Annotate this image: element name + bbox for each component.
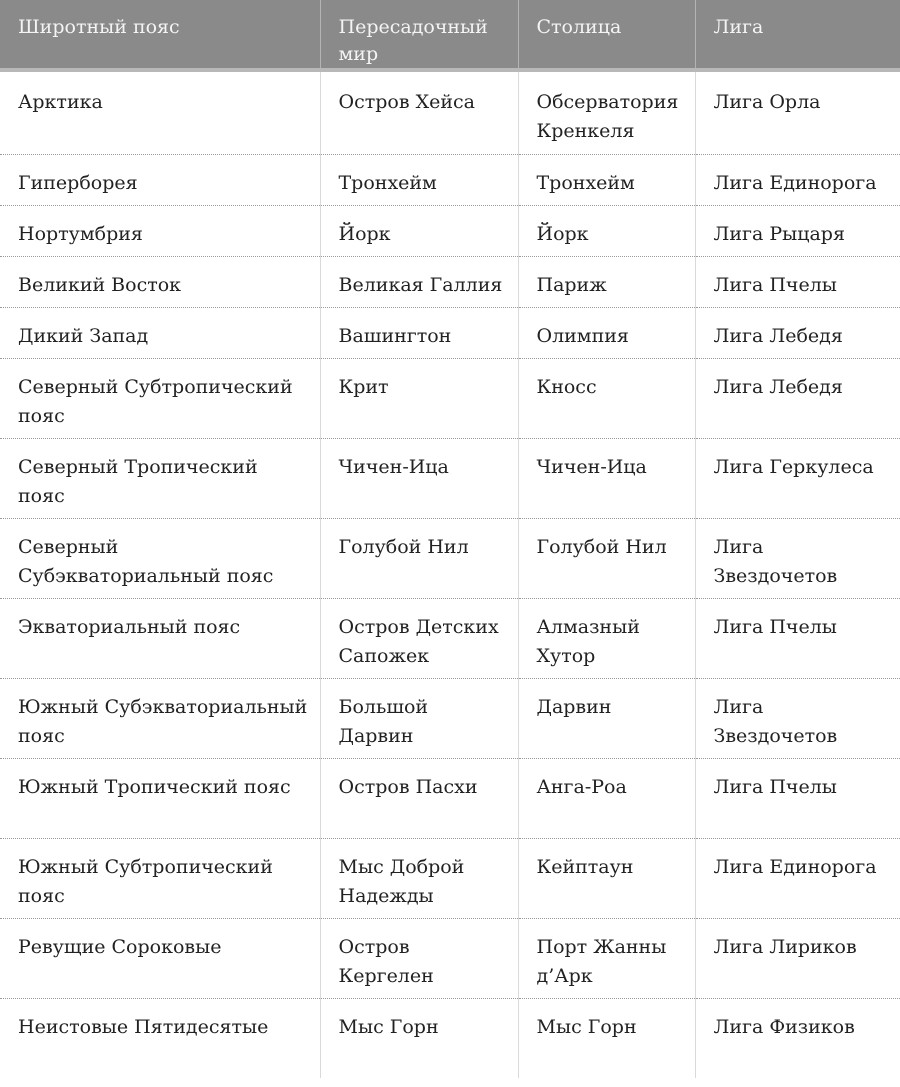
table-row <box>0 438 900 518</box>
cell-belt: Нортумбрия <box>0 205 320 256</box>
cell-capital: Кносс <box>518 358 695 438</box>
header-row <box>0 0 900 70</box>
cell-belt: Южный Субэкваториальный пояс <box>0 678 320 758</box>
cell-transfer-world: Тронхейм <box>320 154 518 205</box>
header-transfer-world: Пересадочный мир <box>320 0 518 70</box>
cell-transfer-world: Вашингтон <box>320 307 518 358</box>
cell-belt: Неистовые Пятидесятые <box>18 1015 269 1038</box>
cell-capital: Алмазный Хутор <box>518 598 695 678</box>
table-row <box>0 70 900 154</box>
cell-transfer-world: Остров Детских Сапожек <box>320 598 518 678</box>
cell-league: Лига Звездочетов <box>695 678 900 758</box>
cell-transfer-world: Остров Хейса <box>320 70 518 154</box>
cell-transfer-world: Великая Галлия <box>320 256 518 307</box>
header-belt: Широтный пояс <box>0 0 320 70</box>
cell-league: Лига Рыцаря <box>695 205 900 256</box>
cell-transfer-world: Крит <box>320 358 518 438</box>
table-row <box>0 256 900 307</box>
cell-belt: Северный Субтропический пояс <box>0 358 320 438</box>
cell-capital: Анга-Роа <box>518 758 695 838</box>
cell-belt: Южный Тропический пояс <box>0 758 320 838</box>
table-row <box>0 154 900 205</box>
cell-transfer-world: Голубой Нил <box>320 518 518 598</box>
cell-league: Лига Пчелы <box>695 256 900 307</box>
cell-belt: Северный Тропический пояс <box>0 438 320 518</box>
table-header <box>0 0 900 70</box>
table-row <box>0 758 900 838</box>
cell-belt: Северный Субэкваториальный пояс <box>0 518 320 598</box>
cell-transfer-world: Мыс Горн <box>320 998 518 1078</box>
header-capital: Столица <box>518 0 695 70</box>
cell-capital: Обсерватория Кренкеля <box>518 70 695 154</box>
table-row <box>0 358 900 438</box>
cell-capital: Дарвин <box>518 678 695 758</box>
cell-belt: Арктика <box>0 70 320 154</box>
cell-capital: Йорк <box>518 205 695 256</box>
cell-league: Лига Пчелы <box>695 598 900 678</box>
table-row <box>0 838 900 918</box>
cell-league: Лига Орла <box>695 70 900 154</box>
table-row <box>0 307 900 358</box>
cell-capital: Олимпия <box>518 307 695 358</box>
cell-capital: Париж <box>518 256 695 307</box>
cell-league: Лига Единорога <box>695 154 900 205</box>
cell-capital: Кейптаун <box>518 838 695 918</box>
cell-league: Лига Физиков <box>695 998 900 1078</box>
table-row <box>0 998 900 1078</box>
table-row <box>0 598 900 678</box>
cell-transfer-world: Большой Дарвин <box>320 678 518 758</box>
table-row <box>0 205 900 256</box>
cell-league: Лига Лебедя <box>695 358 900 438</box>
cell-capital: Порт Жанны д’Арк <box>518 918 695 998</box>
cell-league: Лига Пчелы <box>695 758 900 838</box>
cell-league: Лига Геркулеса <box>695 438 900 518</box>
cell-transfer-world: Чичен-Ица <box>320 438 518 518</box>
cell-belt: Великий Восток <box>0 256 320 307</box>
cell-belt: Ревущие Сороковые <box>0 918 320 998</box>
cell-capital: Мыс Горн <box>518 998 695 1078</box>
cell-belt: Экваториальный пояс <box>0 598 320 678</box>
cell-belt: Дикий Запад <box>0 307 320 358</box>
cell-transfer-world: Остров Пасхи <box>320 758 518 838</box>
cell-league: Лига Лириков <box>695 918 900 998</box>
cell-league: Лига Лебедя <box>695 307 900 358</box>
cell-belt: Южный Субтропический пояс <box>0 838 320 918</box>
cell-belt: Гиперборея <box>0 154 320 205</box>
table-row <box>0 678 900 758</box>
cell-transfer-world: Остров Кергелен <box>320 918 518 998</box>
cell-capital: Голубой Нил <box>518 518 695 598</box>
cell-league: Лига Звездочетов <box>695 518 900 598</box>
cell-capital: Чичен-Ица <box>518 438 695 518</box>
table-body <box>0 70 900 1078</box>
cell-capital: Тронхейм <box>518 154 695 205</box>
header-league: Лига <box>695 0 900 70</box>
table-row <box>0 918 900 998</box>
table-row <box>0 518 900 598</box>
cell-transfer-world: Йорк <box>320 205 518 256</box>
cell-league: Лига Единорога <box>695 838 900 918</box>
cell-transfer-world: Мыс Доброй Надежды <box>320 838 518 918</box>
